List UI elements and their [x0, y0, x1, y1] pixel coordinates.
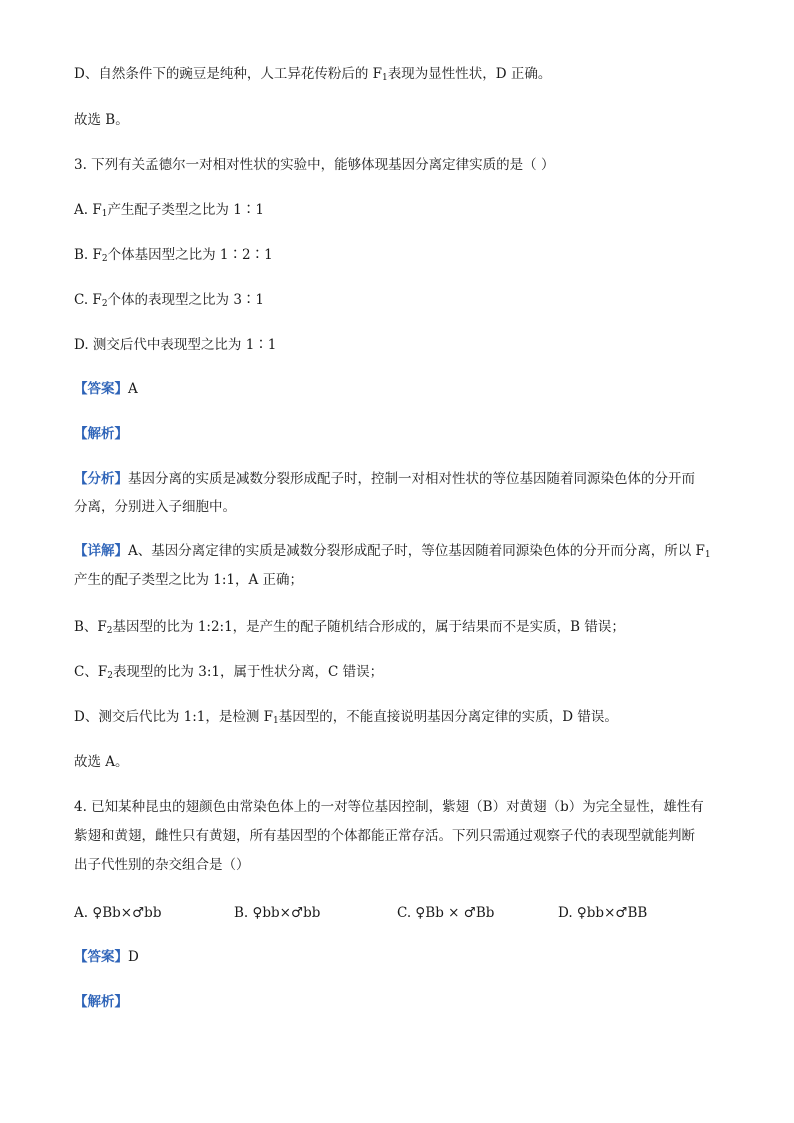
- question-4-line-2: 紫翅和黄翅，雌性只有黄翅，所有基因型的个体都能正常存活。下列只需通过观察子代的表现型就能判断: [74, 828, 695, 844]
- q3-xiangjie-d: [74, 707, 618, 727]
- subscript: 1: [101, 209, 108, 219]
- q3-option-a: [74, 200, 264, 220]
- q3-option-d: D. 测交后代中表现型之比为 1∶1: [74, 337, 277, 353]
- q4-option-a: A. ♀Bb×♂bb: [74, 905, 162, 921]
- question-3: 3. 下列有关孟德尔一对相对性状的实验中，能够体现基因分离定律实质的是（ ）: [74, 157, 555, 173]
- q4-analysis-tag: 【解析】: [74, 994, 128, 1010]
- q3-xiangjie-b: [74, 617, 625, 637]
- text: A. F: [74, 202, 102, 218]
- text: 基因分离的实质是减数分裂形成配子时，控制一对相对性状的等位基因随着同源染色体的分开而: [128, 471, 695, 487]
- q4-option-b: B. ♀bb×♂bb: [234, 905, 321, 921]
- fenxi-tag: 【分析】: [74, 471, 128, 487]
- text: 基因型的，不能直接说明基因分离定律的实质，D 错误。: [278, 709, 618, 725]
- answer-value: A: [128, 381, 138, 397]
- q3-xiangjie-c: [74, 662, 383, 682]
- q4-option-d: D. ♀bb×♂BB: [558, 905, 648, 921]
- text: C. F: [74, 292, 102, 308]
- q3-answer: [74, 379, 138, 399]
- text: 产生配子类型之比为 1∶1: [107, 202, 264, 218]
- text: 个体的表现型之比为 3∶1: [107, 292, 265, 308]
- text: 表现为显性性状，D 正确。: [387, 66, 552, 82]
- line-choose-b: 故选 B。: [74, 112, 129, 128]
- xiangjie-tag: 【详解】: [74, 543, 128, 559]
- subscript: 1: [381, 73, 388, 83]
- text: B. F: [74, 247, 102, 263]
- subscript: 1: [273, 716, 279, 726]
- q3-option-b: [74, 245, 273, 265]
- q3-analysis-tag: 【解析】: [74, 426, 128, 442]
- subscript: 1: [704, 550, 711, 560]
- subscript: 2: [101, 254, 108, 264]
- text: C、F: [74, 664, 108, 680]
- text: A、基因分离定律的实质是减数分裂形成配子时，等位基因随着同源染色体的分开而分离，所以 F: [128, 543, 705, 559]
- text: D、测交后代比为 1:1，是检测 F: [74, 709, 273, 725]
- line-d-conclusion: [74, 64, 551, 84]
- q3-choose-a: 故选 A。: [74, 754, 129, 770]
- question-4-line-1: 4. 已知某种昆虫的翅颜色由常染色体上的一对等位基因控制，紫翅（B）对黄翅（b）为完全显性，雄性有: [74, 799, 704, 815]
- answer-value: D: [128, 949, 139, 965]
- q4-answer: [74, 947, 139, 967]
- q4-option-c: C. ♀Bb × ♂Bb: [397, 905, 495, 921]
- q3-fenxi-line-2: 分离，分别进入子细胞中。: [74, 499, 236, 515]
- q3-xiangjie-line-2: 产生的配子类型之比为 1:1，A 正确；: [74, 572, 304, 588]
- text: D、自然条件下的豌豆是纯种，人工异花传粉后的 F: [74, 66, 382, 82]
- subscript: 2: [107, 671, 113, 681]
- text: 表现型的比为 3:1，属于性状分离，C 错误；: [112, 664, 384, 680]
- answer-tag: 【答案】: [74, 381, 128, 397]
- text: 基因型的比为 1:2:1，是产生的配子随机结合形成的，属于结果而不是实质，B 错误；: [112, 619, 625, 635]
- text: 个体基因型之比为 1∶2∶1: [107, 247, 273, 263]
- subscript: 2: [101, 299, 108, 309]
- q3-option-c: [74, 290, 264, 310]
- q3-fenxi-line-1: [74, 469, 695, 489]
- q3-xiangjie-line-1: [74, 541, 711, 561]
- text: B、F: [74, 619, 107, 635]
- answer-tag: 【答案】: [74, 949, 128, 965]
- subscript: 2: [106, 626, 113, 636]
- question-4-line-3: 出子代性别的杂交组合是（）: [74, 857, 250, 873]
